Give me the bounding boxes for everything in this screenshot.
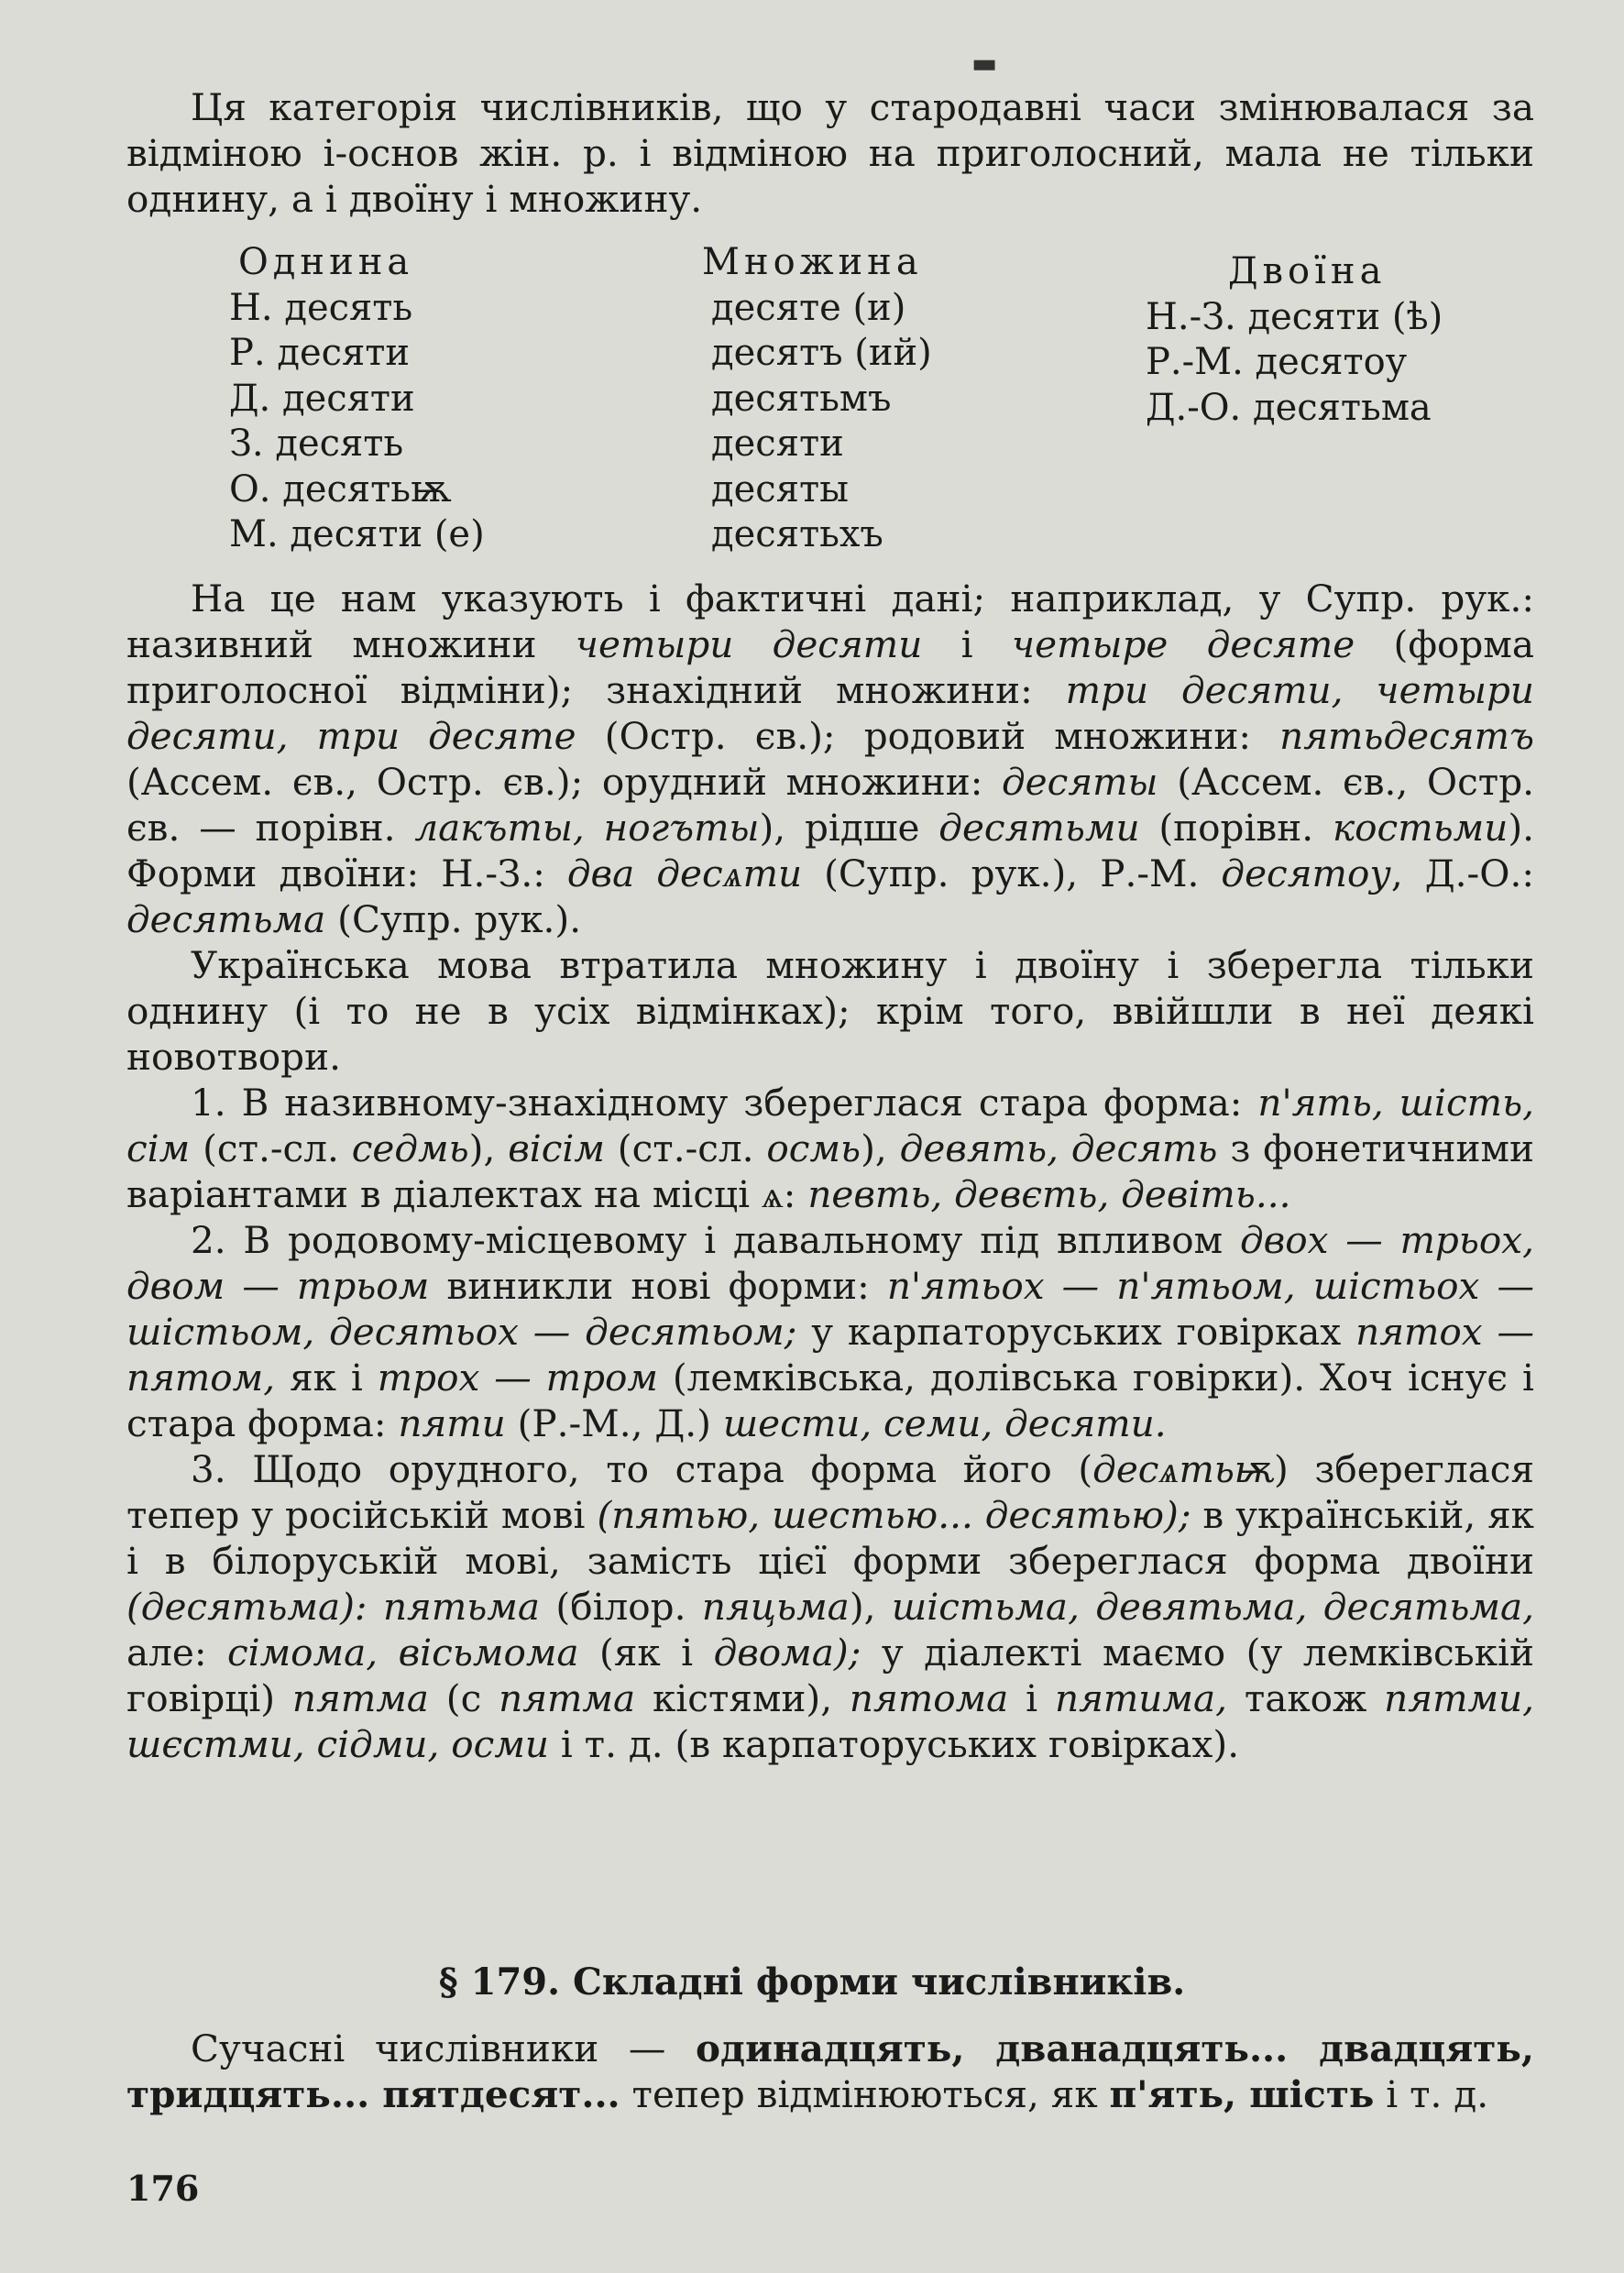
dual-row: Д.-О. десятьма <box>1146 386 1432 429</box>
dual-header: Двоїна <box>1228 250 1387 292</box>
ink-mark: ▬ <box>971 48 998 80</box>
plural-column <box>702 240 932 558</box>
singular-row: О. десятьѭ <box>229 467 452 511</box>
dual-row: Н.-З. десяти (ѣ) <box>1146 295 1443 338</box>
plural-row: десятьмъ <box>711 377 892 420</box>
page-number: 176 <box>126 2168 200 2209</box>
plural-row: десяте (и) <box>711 286 906 329</box>
plural-row: десяты <box>711 467 849 511</box>
plural-row: десятьхъ <box>711 513 883 555</box>
dual-column <box>1146 249 1443 431</box>
singular-row: Р. десяти <box>229 332 411 374</box>
singular-row: Н. десять <box>229 286 413 329</box>
paragraph-nominative: 1. В називному-знахідному збереглася стара форма: п'ять, шість, сім (ст.-сл. седмь), вісім (ст.-сл. осмь), девять, десять з фонетичними варіантами в діалектах на місці ѧ: певть, девєть, девіть... <box>126 1081 1534 1216</box>
plural-row: десяти <box>711 423 844 465</box>
plural-row: десятъ (ий) <box>711 332 932 374</box>
paragraph-instrumental: 3. Щодо орудного, то стара форма його (десѧтьѭ) збереглася тепер у російській мові (пятью, шестью... десятью); в українській, як і в білоруській мові, замість цієї форми збереглася форма двоїни (десятьма): пятьма (білор. пяцьма), шістьма, девятьма, десятьма, але: сімома, вісьмома (як і двома); у діалекті маємо (у лемківській говірці) пятма (с пятма кістями), пятома і пятима, також пятми, шєстми, сідми, осми і т. д. (в карпаторуських говірках). <box>126 1447 1535 1766</box>
intro-paragraph <box>126 84 1534 222</box>
paragraph-compound: Сучасні числівники — одинадцять, дванадцять... двадцять, тридцять... пятдесят... тепер відмінюються, як п'ять, шість і т. д. <box>126 2026 1534 2116</box>
intro-text: Ця категорія числівників, що у стародавні часи змінювалася за відміною і-основ жін. р. і відміною на приголосний, мала не тільки однину, а і двоїну і множину. <box>126 85 1534 221</box>
body-text <box>126 576 1534 1767</box>
section-body <box>126 2026 1534 2117</box>
section-heading: § 179. Складні форми числівників. <box>438 1960 1186 2004</box>
paragraph-ukrainian: Українська мова втратила множину і двоїну і зберегла тільки однину (і то не в усіх відмінках); крім того, ввійшли в неї деякі новотвори. <box>126 943 1534 1079</box>
dual-row: Р.-М. десятоу <box>1146 341 1408 383</box>
paragraph-genitive: 2. В родовому-місцевому і давальному під впливом двох — трьох, двом — трьом виникли нові форми: п'ятьох — п'ятьом, шістьох — шістьом, десятьох — десятьом; у карпаторуських говірках пятох — пятом, як і трох — тром (лемківська, долівська говірки). Хоч існує і стара форма: пяти (Р.-М., Д.) шести, семи, десяти. <box>126 1218 1535 1445</box>
singular-row: З. десять <box>229 423 404 465</box>
singular-row: Д. десяти <box>229 377 415 420</box>
paragraph-evidence: На це нам указують і фактичні дані; наприклад, у Супр. рук.: називний множини четыри десяти і четыре десяте (форма приголосної відміни); знахідний множини: три десяти, четыри десяти, три десяте (Остр. єв.); родовий множини: пятьдесятъ (Ассем. єв., Остр. єв.); орудний множини: десяты (Ассем. єв., Остр. єв. — порівн. лакъты, ногъты), рідше десятьми (порівн. костьми). Форми двоїни: Н.-З.: два десѧти (Супр. рук.), Р.-М. десятоу, Д.-О.: десятьма (Супр. рук.). <box>126 576 1535 941</box>
singular-header: Однина <box>238 241 414 283</box>
singular-row: М. десяти (е) <box>229 513 485 555</box>
singular-column <box>229 240 485 558</box>
plural-header: Множина <box>702 241 923 283</box>
